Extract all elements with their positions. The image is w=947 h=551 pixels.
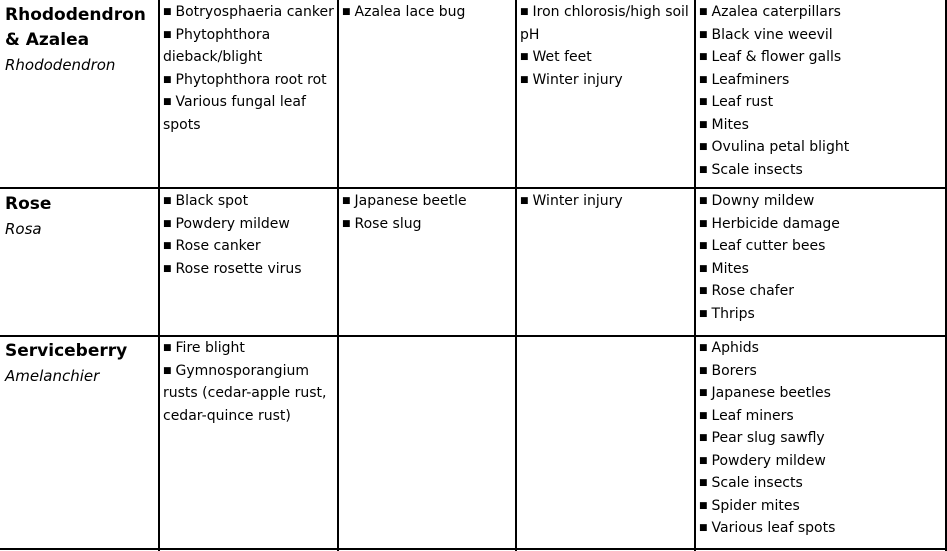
item-text: Leaf rust	[711, 94, 774, 110]
list-item	[699, 450, 944, 473]
plant-latin-name: Rhododendron	[5, 56, 116, 74]
list-item	[699, 213, 944, 236]
list-item	[699, 46, 944, 69]
insects-list	[342, 190, 514, 235]
bullet-icon: ■	[163, 7, 172, 17]
list-item	[699, 91, 944, 114]
column-divider	[694, 0, 696, 551]
list-item	[163, 213, 335, 236]
bullet-icon: ■	[163, 218, 172, 229]
list-item	[699, 517, 944, 540]
bullet-icon: ■	[699, 410, 708, 421]
item-text: Winter injury	[532, 71, 623, 88]
list-item	[520, 1, 693, 46]
bullet-icon: ■	[699, 97, 708, 107]
bullet-icon: ■	[342, 7, 351, 17]
item-text: Thrips	[711, 305, 755, 322]
bullet-icon: ■	[699, 74, 708, 85]
list-item	[699, 190, 944, 213]
insects-cell	[342, 190, 514, 235]
bullet-icon: ■	[699, 478, 708, 488]
plant-common-name: Rose	[5, 194, 52, 214]
bullet-icon: ■	[342, 218, 351, 229]
item-text: Powdery mildew	[711, 452, 826, 469]
bullet-icon: ■	[699, 308, 708, 319]
bullet-icon: ■	[342, 196, 351, 206]
list-item	[699, 136, 944, 159]
list-item	[342, 1, 514, 24]
list-item	[699, 472, 944, 495]
list-item	[699, 280, 944, 303]
plant-latin-name: Amelanchier	[5, 367, 100, 385]
item-text: Pear slug sawfly	[711, 430, 825, 446]
item-text: Leaf cutter bees	[711, 238, 826, 254]
item-text: Various leaf spots	[711, 520, 836, 536]
bullet-icon: ■	[163, 97, 172, 107]
item-text: Fire blight	[175, 340, 245, 356]
list-item	[163, 190, 335, 213]
bullet-icon: ■	[699, 164, 708, 175]
item-text: Phytophthora dieback/blight	[163, 26, 271, 65]
bullet-icon: ■	[699, 343, 708, 353]
other-problems-cell	[699, 190, 944, 325]
list-item	[163, 1, 335, 24]
list-item	[699, 1, 944, 24]
list-item	[699, 495, 944, 518]
bullet-icon: ■	[699, 433, 708, 443]
list-item	[163, 24, 335, 69]
item-text: Gymnosporangium rusts (cedar-apple rust, cedar-quince rust)	[163, 362, 327, 424]
list-item	[163, 235, 335, 258]
list-item	[163, 360, 335, 428]
list-item	[699, 337, 944, 360]
column-divider	[337, 0, 339, 551]
bullet-icon: ■	[699, 241, 708, 251]
other-problems-list	[699, 1, 944, 181]
list-item	[699, 427, 944, 450]
item-text: Borers	[711, 362, 757, 379]
bullet-icon: ■	[163, 29, 172, 40]
item-text: Phytophthora root rot	[175, 71, 327, 88]
item-text: Leaf & flower galls	[711, 49, 842, 65]
list-item	[699, 235, 944, 258]
plant-cell	[5, 192, 157, 242]
column-divider	[515, 0, 517, 551]
column-divider	[158, 0, 160, 551]
plant-cell	[5, 3, 157, 78]
plant-cell	[5, 339, 157, 389]
bullet-icon: ■	[699, 218, 708, 229]
bullet-icon: ■	[699, 500, 708, 511]
item-text: Winter injury	[532, 193, 623, 209]
bullet-icon: ■	[699, 142, 708, 152]
bullet-icon: ■	[699, 196, 708, 206]
item-text: Rose rosette virus	[175, 260, 302, 277]
plant-common-name: Rhododendron & Azalea	[5, 5, 146, 50]
item-text: Azalea caterpillars	[711, 4, 841, 20]
bullet-icon: ■	[699, 52, 708, 62]
plant-common-name: Serviceberry	[5, 341, 128, 361]
list-item	[699, 360, 944, 383]
row-divider	[0, 187, 947, 189]
diseases-list	[163, 1, 335, 136]
bullet-icon: ■	[520, 7, 529, 17]
item-text: Japanese beetle	[354, 193, 467, 209]
list-item	[699, 159, 944, 182]
list-item	[342, 213, 514, 236]
bullet-icon: ■	[520, 74, 529, 85]
list-item	[163, 69, 335, 92]
item-text: Various fungal leaf spots	[163, 94, 306, 133]
list-item	[699, 303, 944, 326]
bullet-icon: ■	[699, 119, 708, 130]
list-item	[520, 69, 693, 92]
list-item	[699, 114, 944, 137]
item-text: Mites	[711, 260, 749, 277]
bullet-icon: ■	[699, 455, 708, 466]
diseases-cell	[163, 1, 335, 136]
item-text: Mites	[711, 116, 749, 133]
bullet-icon: ■	[699, 263, 708, 274]
item-text: Rose chafer	[711, 283, 794, 299]
bullet-icon: ■	[699, 388, 708, 398]
list-item	[520, 190, 693, 213]
item-text: Botryosphaeria canker	[175, 4, 334, 20]
bullet-icon: ■	[520, 52, 529, 62]
list-item	[163, 337, 335, 360]
item-text: Black vine weevil	[711, 26, 833, 43]
item-text: Japanese beetles	[711, 385, 831, 401]
abiotic-cell	[520, 190, 693, 213]
item-text: Leafminers	[711, 71, 790, 88]
list-item	[520, 46, 693, 69]
list-item	[163, 258, 335, 281]
other-problems-cell	[699, 1, 944, 181]
bullet-icon: ■	[163, 196, 172, 206]
item-text: Herbicide damage	[711, 215, 840, 232]
bullet-icon: ■	[699, 7, 708, 17]
bullet-icon: ■	[699, 365, 708, 376]
abiotic-list	[520, 190, 693, 213]
item-text: Wet feet	[532, 49, 592, 65]
item-text: Spider mites	[711, 497, 800, 514]
item-text: Powdery mildew	[175, 215, 290, 232]
abiotic-cell	[520, 1, 693, 91]
other-problems-list	[699, 337, 944, 540]
diseases-list	[163, 337, 335, 427]
list-item	[699, 258, 944, 281]
item-text: Azalea lace bug	[354, 4, 466, 20]
diseases-cell	[163, 337, 335, 427]
other-problems-cell	[699, 337, 944, 540]
item-text: Scale insects	[711, 475, 803, 491]
diseases-list	[163, 190, 335, 280]
bullet-icon: ■	[699, 523, 708, 533]
item-text: Leaf miners	[711, 407, 794, 424]
item-text: Iron chlorosis/high soil pH	[520, 4, 689, 43]
item-text: Black spot	[175, 193, 249, 209]
bullet-icon: ■	[163, 263, 172, 274]
item-text: Scale insects	[711, 161, 803, 178]
bullet-icon: ■	[163, 241, 172, 251]
abiotic-list	[520, 1, 693, 91]
bullet-icon: ■	[699, 29, 708, 40]
bullet-icon: ■	[520, 196, 529, 206]
list-item	[342, 190, 514, 213]
item-text: Rose slug	[354, 215, 422, 232]
bullet-icon: ■	[163, 343, 172, 353]
table-bottom-border	[0, 548, 947, 550]
bullet-icon: ■	[699, 286, 708, 296]
bullet-icon: ■	[163, 74, 172, 85]
insects-list	[342, 1, 514, 24]
plant-latin-name: Rosa	[5, 220, 42, 238]
list-item	[163, 91, 335, 136]
item-text: Rose canker	[175, 238, 261, 254]
list-item	[699, 24, 944, 47]
diseases-cell	[163, 190, 335, 280]
list-item	[699, 69, 944, 92]
list-item	[699, 405, 944, 428]
item-text: Aphids	[711, 340, 759, 356]
item-text: Downy mildew	[711, 193, 815, 209]
item-text: Ovulina petal blight	[711, 139, 850, 155]
other-problems-list	[699, 190, 944, 325]
bullet-icon: ■	[163, 365, 172, 376]
list-item	[699, 382, 944, 405]
insects-cell	[342, 1, 514, 24]
